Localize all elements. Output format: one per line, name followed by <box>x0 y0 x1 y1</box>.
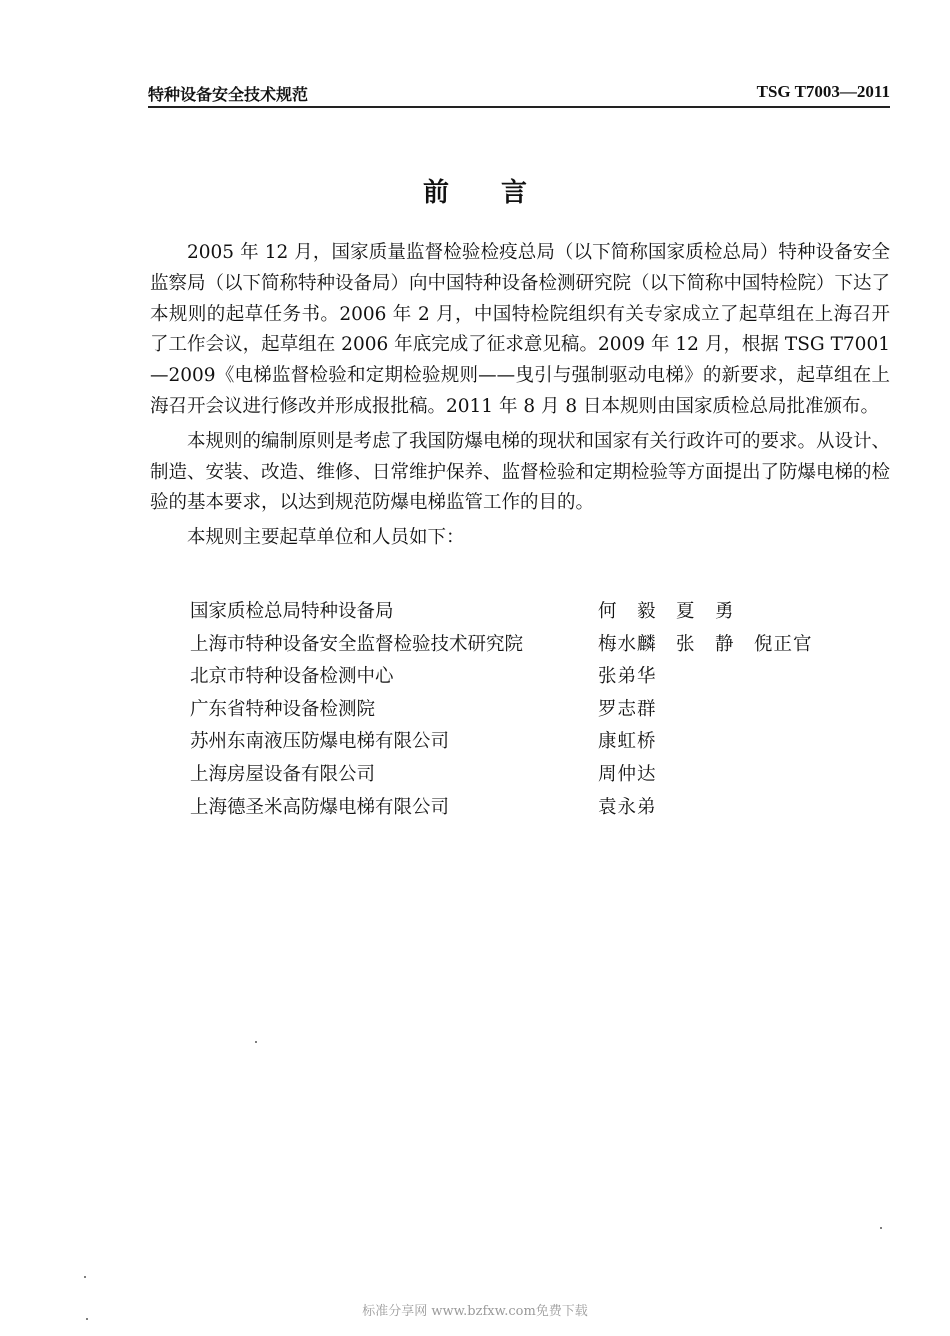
drafter-row <box>190 793 890 826</box>
drafter-organization: 北京市特种设备检测中心 <box>190 666 394 688</box>
drafter-organization: 广东省特种设备检测院 <box>190 698 376 720</box>
drafter-names: 康虹桥 <box>598 731 657 753</box>
drafter-names: 袁永弟 <box>598 796 657 818</box>
scan-speck <box>255 1041 257 1043</box>
paragraph-principles: 本规则的编制原则是考虑了我国防爆电梯的现状和国家有关行政许可的要求。从设计、制造、安装、改造、维修、日常维护保养、监督检验和定期检验等方面提出了防爆电梯的检验的基本要求，以达到规范防爆电梯监管工作的目的。 <box>150 430 891 514</box>
page-title: 前言 <box>422 178 579 208</box>
watermark-footer: 标准分享网 www.bzfxw.com免费下载 <box>362 1304 588 1319</box>
drafter-row <box>190 727 890 760</box>
drafter-row <box>190 695 890 728</box>
drafters-list <box>190 597 890 825</box>
scan-speck <box>84 1276 86 1278</box>
scan-speck <box>880 1227 882 1229</box>
drafter-row <box>190 597 890 630</box>
drafter-organization: 上海房屋设备有限公司 <box>190 763 376 785</box>
running-header <box>148 80 890 104</box>
drafter-names: 梅水麟 张 静 倪正官 <box>598 633 813 655</box>
preface-body <box>150 238 890 554</box>
header-rule <box>148 106 890 108</box>
paragraph-history: 2005 年 12 月，国家质量监督检验检疫总局（以下简称国家质检总局）特种设备安全监察局（以下简称特种设备局）向中国特种设备检测研究院（以下简称中国特检院）下达了本规则的起草任务书。2006 年 2 月，中国特检院组织有关专家成立了起草组在上海召开了工作会议，起草组在 2006 年底完成了征求意见稿。2009 年 12 月，根据 TSG T7001—2009《电梯监督检验和定期检验规则——曳引与强制驱动电梯》的新要求，起草组在上海召开会议进行修改并形成报批稿。2011 年 8 月 8 日本规则由国家质检总局批准颁布。 <box>150 242 891 417</box>
drafter-row <box>190 760 890 793</box>
drafter-names: 何 毅 夏 勇 <box>598 601 735 622</box>
drafter-names: 张弟华 <box>598 666 657 688</box>
drafter-organization: 苏州东南液压防爆电梯有限公司 <box>190 731 450 753</box>
drafter-row <box>190 630 890 663</box>
header-series-title: 特种设备安全技术规范 <box>148 85 309 104</box>
drafter-names: 罗志群 <box>598 698 657 720</box>
paragraph-drafters-intro: 本规则主要起草单位和人员如下： <box>187 527 465 549</box>
header-standard-number: TSG T7003—2011 <box>756 82 890 101</box>
drafter-organization: 上海市特种设备安全监督检验技术研究院 <box>190 633 524 655</box>
drafter-row <box>190 662 890 695</box>
drafter-names: 周仲达 <box>598 763 657 785</box>
drafter-organization: 国家质检总局特种设备局 <box>190 601 394 622</box>
drafter-organization: 上海德圣米高防爆电梯有限公司 <box>190 796 450 818</box>
